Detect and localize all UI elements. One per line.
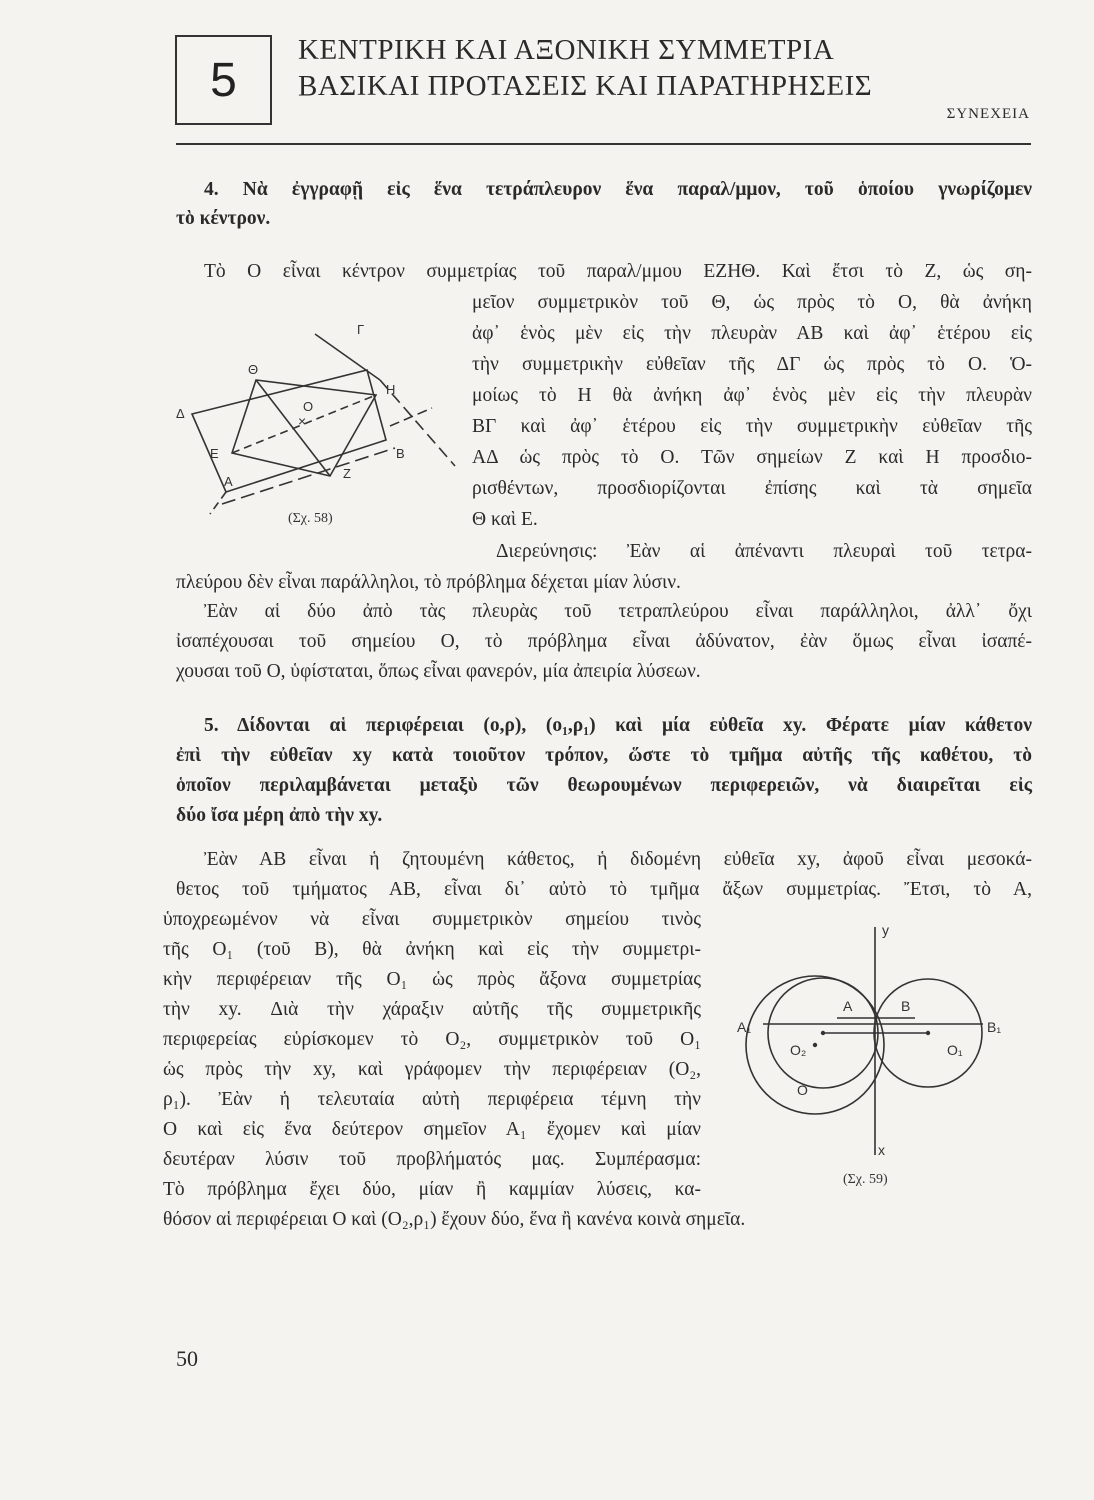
label-beta: Β [396, 446, 405, 461]
problem5-solution-line: ὑποχρεωμένον νὰ εἶναι συμμετρικὸν σημείου τινὸς [163, 909, 701, 930]
problem5-statement-line: δύο ἴσα μέρη ἀπὸ τὴν xy. [176, 805, 383, 826]
problem5-statement-line: 5. Δίδονται αἱ περιφέρειαι (ο,ρ), (ο₁,ρ₁) καὶ μία εὐθεῖα xy. Φέρατε μίαν κάθετον [204, 715, 1032, 736]
center-o1-dot [926, 1031, 930, 1035]
label-b: B [901, 998, 911, 1014]
problem4-solution-line: μεῖον συμμετρικὸν τοῦ Θ, ὡς πρὸς τὸ Ο, θὰ ἀνήκη [472, 292, 1032, 313]
problem4-discussion-line: Διερεύνησις: Ἐὰν αἱ ἀπέναντι πλευραὶ τοῦ τετρα- [496, 541, 1032, 562]
problem4-discussion-line: πλεύρου δὲν εἶναι παράλληλοι, τὸ πρόβλημα δέχεται μίαν λύσιν. [176, 572, 681, 593]
problem4-solution-line: τὴν συμμετρικὴν εὐθεῖαν τῆς ΔΓ ὡς πρὸς τὸ Ο. Ὁ- [472, 354, 1032, 375]
problem5-solution-line: κὴν περιφέρειαν τῆς Ο₁ ὡς πρὸς ἄξονα συμμετρίας [163, 969, 701, 990]
label-gamma: Γ [357, 322, 365, 337]
problem4-discussion-line: ἰσαπέχουσαι τοῦ σημείου Ο, τὸ πρόβλημα εἶναι ἀδύνατον, ἐὰν ὅμως εἶναι ἰσαπέ- [176, 631, 1032, 652]
continued-label: ΣΥΝΕΧΕΙΑ [946, 106, 1030, 122]
problem4-solution-line: Τὸ Ο εἶναι κέντρον συμμετρίας τοῦ παραλ/μμου ΕΖΗΘ. Καὶ ἔτσι τὸ Ζ, ὡς ση- [204, 261, 1032, 282]
page-number: 50 [176, 1346, 198, 1371]
label-delta: Δ [176, 406, 185, 421]
problem4-discussion-line: Ἐὰν αἱ δύο ἀπὸ τὰς πλευρὰς τοῦ τετραπλεύρου εἶναι παράλληλοι, ἀλλ᾽ ὄχι [204, 601, 1032, 622]
problem4-discussion-line: χουσαι τοῦ Ο, ὑφίσταται, ὅπως εἶναι φανερόν, μία ἀπειρία λύσεων. [176, 661, 701, 682]
problem4-solution-line: Θ καὶ Ε. [472, 509, 538, 530]
label-a: A [843, 998, 853, 1014]
problem5-solution-line: θετος τοῦ τμήματος ΑΒ, εἶναι δι᾽ αὐτὸ τὸ τμῆμα ἄξων συμμετρίας. Ἔτσι, τὸ Α, [176, 879, 1032, 900]
problem5-solution-line: Ἐὰν ΑΒ εἶναι ἡ ζητουμένη κάθετος, ἡ διδομένη εὐθεῖα xy, ἀφοῦ εἶναι μεσοκά- [204, 849, 1032, 870]
figure-58 [170, 316, 470, 536]
header-rule [176, 143, 1031, 145]
problem5-statement-line: ἐπὶ τὴν εὐθεῖαν xy κατὰ τοιοῦτον τρόπον, ὥστε τὸ τμῆμα αὐτῆς τῆς καθέτου, τὸ [176, 745, 1032, 766]
chapter-number: 5 [210, 53, 237, 107]
figure-59-caption: (Σχ. 59) [843, 1172, 888, 1187]
label-b1: B₁ [987, 1019, 1002, 1035]
label-epsilon: Ε [210, 446, 219, 461]
label-o: O [797, 1082, 808, 1098]
problem4-solution-line: ρισθέντων, προσδιορίζονται ἐπίσης καὶ τὰ σημεῖα [472, 478, 1032, 499]
label-alpha: Α [224, 474, 233, 489]
symmetric-line [390, 408, 432, 426]
label-a1: A₁ [737, 1019, 752, 1035]
chapter-number-box [175, 35, 272, 125]
problem4-solution-line: μοίως τὸ Η θὰ ἀνήκη ἀφ᾽ ἑνὸς μὲν εἰς τὴν πλευρὰν [472, 385, 1032, 406]
label-y: y [882, 922, 889, 938]
label-o1: O₁ [947, 1042, 963, 1058]
figure-58-caption: (Σχ. 58) [288, 511, 333, 526]
problem5-solution-line: θόσον αἱ περιφέρειαι Ο καὶ (Ο₂,ρ₁) ἔχουν δύο, ἕνα ἢ κανένα κοινὰ σημεῖα. [163, 1209, 746, 1230]
problem5-solution-line: ὡς πρὸς τὴν xy, καὶ γράφομεν τὴν περιφέρειαν (Ο₂, [163, 1059, 701, 1080]
center-o2-dot [821, 1031, 825, 1035]
problem5-solution-line: δευτέραν λύσιν τοῦ προβλήματός μας. Συμπέρασμα: [163, 1149, 701, 1170]
problem4-statement-line: τὸ κέντρον. [176, 208, 271, 229]
problem5-solution-line: τὴν xy. Διὰ τὴν χάραξιν αὐτῆς τῆς συμμετρικῆς [163, 999, 701, 1020]
problem4-solution-line: ΒΓ καὶ ἀφ᾽ ἑτέρου εἰς τὴν συμμετρικὴν εὐθεῖαν τῆς [472, 416, 1032, 437]
problem4-statement-line: 4. Νὰ ἐγγραφῇ εἰς ἕνα τετράπλευρον ἕνα παραλ/μμον, τοῦ ὁποίου γνωρίζομεν [204, 179, 1032, 200]
problem4-solution-line: ἀφ᾽ ἑνὸς μὲν εἰς τὴν πλευρὰν ΑΒ καὶ ἀφ᾽ ἑτέρου εἰς [472, 323, 1032, 344]
problem4-solution-line: ΑΔ ὡς πρὸς τὸ Ο. Τῶν σημείων Ζ καὶ Η προσδιο- [472, 447, 1032, 468]
label-eta: Η [386, 382, 396, 397]
quadrilateral-shape [192, 370, 386, 492]
problem5-solution-line: περιφερείας εὑρίσκομεν τὸ Ο₂, συμμετρικὸν τοῦ Ο₁ [163, 1029, 701, 1050]
label-o2: O₂ [790, 1042, 807, 1058]
extension-line [315, 334, 380, 380]
label-zeta: Ζ [343, 466, 351, 481]
label-theta: Θ [248, 362, 259, 377]
figure-59 [725, 915, 1035, 1195]
chapter-title-line2: ΒΑΣΙΚΑΙ ΠΡΟΤΑΣΕΙΣ ΚΑΙ ΠΑΡΑΤΗΡΗΣΕΙΣ [298, 70, 873, 102]
center-o-dot [813, 1043, 817, 1047]
problem5-solution-line: Τὸ πρόβλημα ἔχει δύο, μίαν ἢ καμμίαν λύσεις, κα- [163, 1179, 701, 1200]
problem5-solution-line: Ο καὶ εἰς ἕνα δεύτερον σημεῖον Α₁ ἔχομεν καὶ μίαν [163, 1119, 701, 1140]
label-x: x [878, 1142, 885, 1158]
label-omicron: Ο [303, 399, 314, 414]
problem5-solution-line: τῆς Ο₁ (τοῦ Β), θὰ ἀνήκη καὶ εἰς τὴν συμμετρι- [163, 939, 701, 960]
problem5-solution-line: ρ₁). Ἐὰν ἡ τελευταία αὐτὴ περιφέρεια τέμνη τὴν [163, 1089, 701, 1110]
chapter-title-line1: ΚΕΝΤΡΙΚΗ ΚΑΙ ΑΞΟΝΙΚΗ ΣΥΜΜΕΤΡΙΑ [298, 34, 835, 66]
center-mark: × [298, 413, 307, 429]
problem5-statement-line: ὁποῖον περιλαμβάνεται μεταξὺ τῶν θεωρουμένων περιφερειῶν, νὰ διαιρεῖται εἰς [176, 775, 1032, 796]
